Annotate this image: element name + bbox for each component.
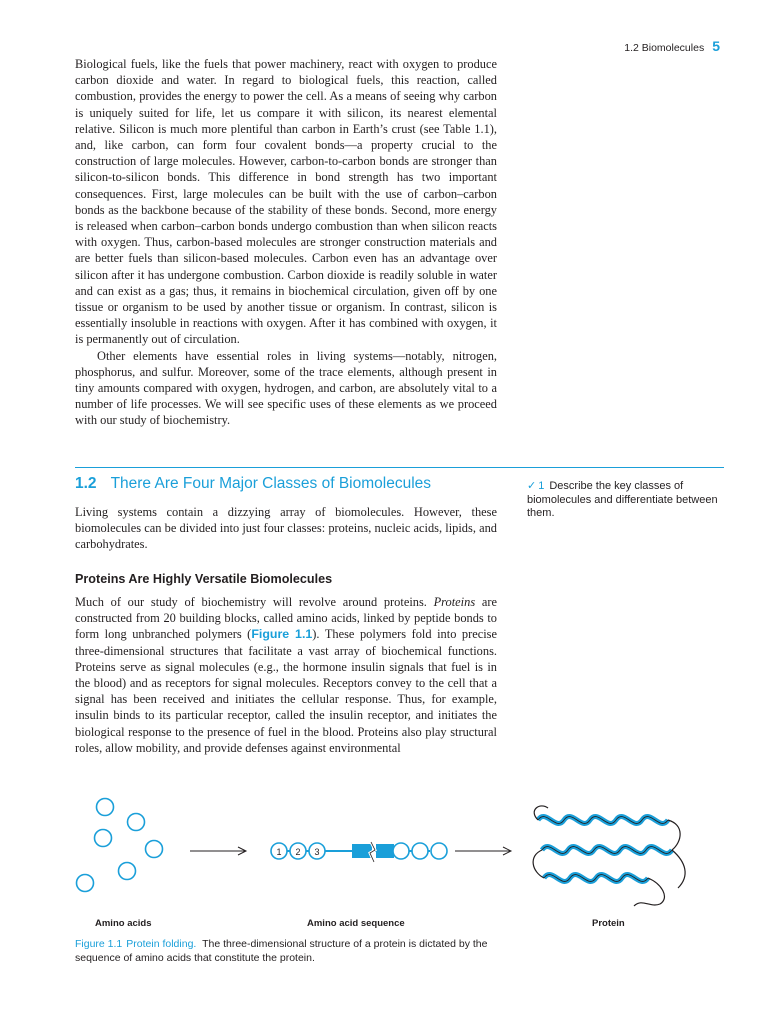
figure-illustration [70,780,710,940]
caption-label: Figure 1.1 [75,938,123,950]
text-run: are constructed from 20 building blocks, called amino acids, linked by peptide bonds to form long unbranched polymers ( [75,595,497,642]
label-amino-acids: Amino acids [95,918,152,929]
residue-number: 3 [314,847,320,857]
protein-ribbon-icon [533,806,685,906]
objective-text: Describe the key classes of biomolecules and differentiate between them. [527,480,718,519]
figure-link[interactable]: Figure 1.1 [251,627,313,642]
label-protein: Protein [592,918,625,929]
paragraph: Biological fuels, like the fuels that power machinery, react with oxygen to produce carbon dioxide and water. In regard to biological fuels, this reaction, called combustion, provides the energy to power the cell. As a means of seeing why carbon is uniquely suited for life, let us compare it with silicon, its nearest elemental relative. Silicon is much more plentiful than carbon in Earth’s crust (see Table 1.1), and, like carbon, can form four covalent bonds—a property crucial to the construction of large molecules. However, carbon-to-carbon bonds are stronger than silicon-to-silicon bonds. This difference in bond strength has two important consequences. First, large molecules can be built with the use of carbon–carbon bonds as the backbone because of the stability of these bonds. Second, more energy is released when carbon–carbon bonds undergo combustion than when silicon reacts with oxygen. Thus, carbon-based molecules are stronger construction materials and are better fuels than silicon-based molecules. Carbon even has an advantage over silicon after it has undergone combustion. Carbon dioxide is readily soluble in water and can exist as a gas; thus, it remains in biochemical circulation, given off by one tissue or organism to be used by another tissue or organism. In contrast, silicon is essentially insoluble in reactions with oxygen. After it has combined with oxygen, it is permanently out of circulation. [75,57,497,347]
section-intro [75,504,497,553]
text-run: Much of our study of biochemistry will revolve around proteins. [75,595,427,609]
running-head [624,38,720,54]
section-heading [75,475,431,493]
text-run: ). These polymers fold into precise three-dimensional structures that facilitate a vast array of biochemical functions. Proteins serve as signal molecules (e.g., the hormone insulin signals that fuel is in the blood) and as receptors for signal molecules. Receptors convey to the cell that a signal has been received and initiates the cellular response. Thus, for example, insulin binds to its particular receptor, called the insulin receptor, and initiates the biological response to the presence of fuel in the blood. Proteins also play structural roles, allow mobility, and provide defenses against environmental [75,627,498,755]
amino-acid-circle [128,814,145,831]
residue-number: 2 [295,847,301,857]
section-rule [75,467,724,468]
section-number: 1.2 [75,475,97,492]
arrow-icon [455,847,511,855]
caption-title: Protein folding. [126,938,197,950]
amino-acid-circle [95,830,112,847]
residue-circle [393,843,409,859]
residue-circle [431,843,447,859]
amino-acid-circle [146,841,163,858]
running-head-section: 1.2 Biomolecules [624,42,705,54]
paragraph [75,594,497,756]
amino-acid-circle [77,875,94,892]
figure-protein-folding [70,780,710,940]
figure-caption [75,938,515,965]
amino-acid-circle [97,799,114,816]
amino-acid-circle [119,863,136,880]
subsection-title: Proteins Are Highly Versatile Biomolecules [75,572,333,586]
paragraph: Other elements have essential roles in living systems—notably, nitrogen, phosphorus, and sulfur. Moreover, some of the trace elements, although present in tiny amounts compared with oxygen, hydrogen, and carbon, are absolutely vital to a number of life processes. We will see specific uses of these elements as we proceed with our study of biochemistry. [75,348,497,428]
caption-text: The three-dimensional structure of a protein is dictated by the sequence of amino acids that constitute the protein. [75,938,488,964]
amino-acid-circles [77,799,163,892]
term-proteins: Proteins [433,595,476,609]
paragraph: Living systems contain a dizzying array of biomolecules. However, these biomolecules can be divided into just four classes: proteins, nucleic acids, lipids, and carbohydrates. [75,505,497,552]
amino-acid-chain [271,842,447,862]
check-icon: ✓ [527,480,537,492]
page-number: 5 [712,38,720,54]
section-title: There Are Four Major Classes of Biomolecules [110,475,432,492]
arrow-icon [190,847,246,855]
label-amino-acid-sequence: Amino acid sequence [307,918,405,929]
residue-circle [412,843,428,859]
proteins-text [75,594,497,756]
objective-number: 1 [538,480,545,492]
intro-text [75,56,497,429]
learning-objective [527,480,732,521]
residue-number: 1 [276,847,282,857]
